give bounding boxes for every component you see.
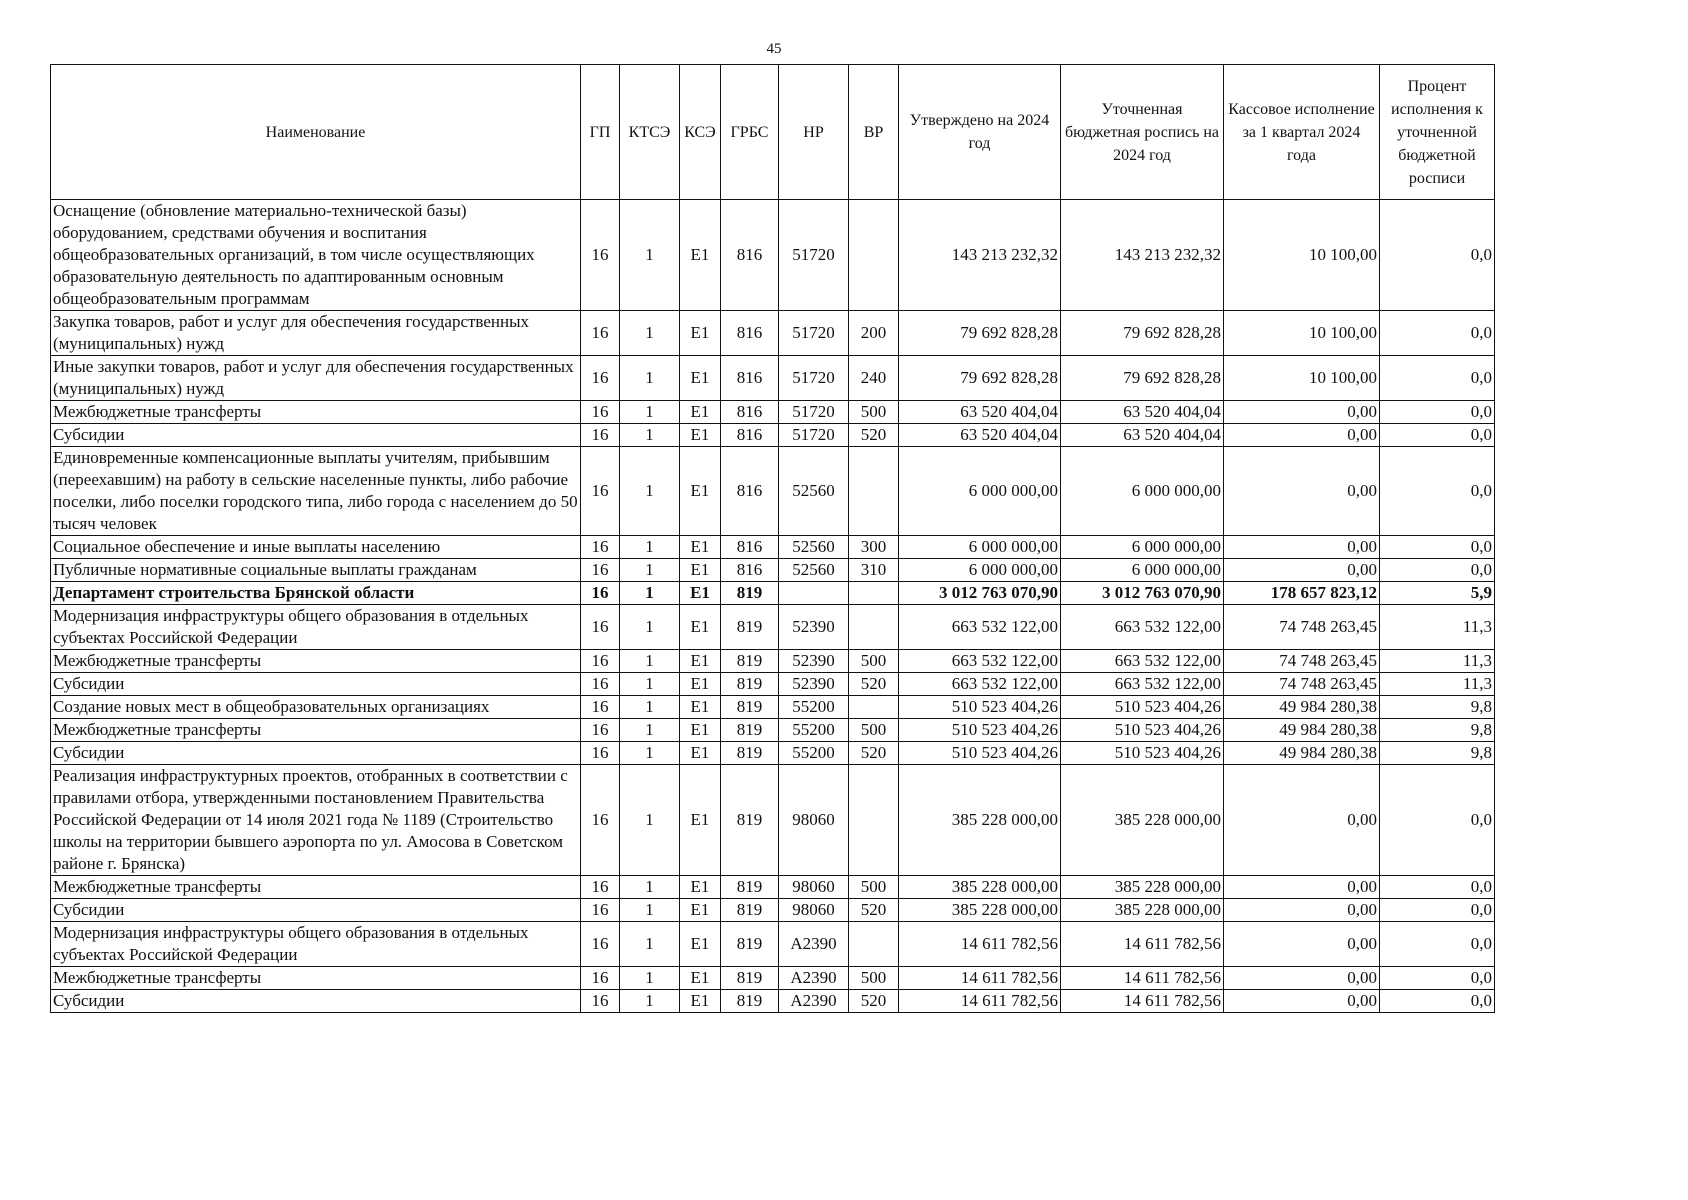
table-row <box>51 200 1495 311</box>
cell-cash: 74 748 263,45 <box>1224 605 1380 650</box>
cell-vr <box>849 922 899 967</box>
cell-percent: 0,0 <box>1380 311 1495 356</box>
cell-cash: 0,00 <box>1224 967 1380 990</box>
cell-vr: 200 <box>849 311 899 356</box>
cell-grbs: 816 <box>721 200 779 311</box>
cell-kse: Е1 <box>680 922 721 967</box>
cell-name: Иные закупки товаров, работ и услуг для обеспечения государственных (муниципальных) нужд <box>51 356 581 401</box>
cell-nr: 55200 <box>779 696 849 719</box>
cell-revised: 63 520 404,04 <box>1061 424 1224 447</box>
cell-gp: 16 <box>581 719 620 742</box>
header-approved: Утверждено на 2024 год <box>899 65 1061 200</box>
cell-kse: Е1 <box>680 311 721 356</box>
cell-percent: 0,0 <box>1380 401 1495 424</box>
cell-revised: 6 000 000,00 <box>1061 559 1224 582</box>
cell-nr: А2390 <box>779 922 849 967</box>
cell-cash: 0,00 <box>1224 424 1380 447</box>
cell-grbs: 819 <box>721 922 779 967</box>
cell-cash: 74 748 263,45 <box>1224 673 1380 696</box>
cell-cash: 0,00 <box>1224 899 1380 922</box>
cell-approved: 63 520 404,04 <box>899 401 1061 424</box>
cell-name: Оснащение (обновление материально-технической базы) оборудованием, средствами обучения и воспитания общеобразовательных организаций, в том числе осуществляющих образовательную деятельность по адаптированным основным общеобразовательным программам <box>51 200 581 311</box>
cell-vr: 500 <box>849 876 899 899</box>
cell-gp: 16 <box>581 401 620 424</box>
cell-vr: 500 <box>849 719 899 742</box>
cell-revised: 14 611 782,56 <box>1061 990 1224 1013</box>
cell-kse: Е1 <box>680 424 721 447</box>
cell-approved: 63 520 404,04 <box>899 424 1061 447</box>
cell-revised: 510 523 404,26 <box>1061 742 1224 765</box>
cell-nr: 51720 <box>779 356 849 401</box>
cell-revised: 143 213 232,32 <box>1061 200 1224 311</box>
cell-cash: 10 100,00 <box>1224 200 1380 311</box>
cell-percent: 9,8 <box>1380 696 1495 719</box>
cell-nr: 52390 <box>779 650 849 673</box>
cell-approved: 3 012 763 070,90 <box>899 582 1061 605</box>
cell-gp: 16 <box>581 967 620 990</box>
cell-revised: 63 520 404,04 <box>1061 401 1224 424</box>
table-row <box>51 447 1495 536</box>
cell-ktse: 1 <box>620 424 680 447</box>
cell-cash: 0,00 <box>1224 536 1380 559</box>
cell-vr <box>849 765 899 876</box>
cell-gp: 16 <box>581 899 620 922</box>
cell-approved: 6 000 000,00 <box>899 447 1061 536</box>
cell-grbs: 816 <box>721 536 779 559</box>
cell-kse: Е1 <box>680 967 721 990</box>
cell-gp: 16 <box>581 311 620 356</box>
cell-nr: 51720 <box>779 401 849 424</box>
table-row <box>51 876 1495 899</box>
cell-kse: Е1 <box>680 447 721 536</box>
cell-grbs: 816 <box>721 401 779 424</box>
cell-revised: 510 523 404,26 <box>1061 719 1224 742</box>
cell-revised: 3 012 763 070,90 <box>1061 582 1224 605</box>
cell-vr: 500 <box>849 401 899 424</box>
cell-name: Создание новых мест в общеобразовательных организациях <box>51 696 581 719</box>
cell-ktse: 1 <box>620 356 680 401</box>
header-percent: Процент исполнения к уточненной бюджетной росписи <box>1380 65 1495 200</box>
cell-vr: 240 <box>849 356 899 401</box>
cell-name: Межбюджетные трансферты <box>51 719 581 742</box>
cell-ktse: 1 <box>620 967 680 990</box>
cell-ktse: 1 <box>620 582 680 605</box>
cell-kse: Е1 <box>680 200 721 311</box>
cell-grbs: 816 <box>721 311 779 356</box>
cell-name: Субсидии <box>51 424 581 447</box>
cell-vr <box>849 582 899 605</box>
cell-cash: 0,00 <box>1224 559 1380 582</box>
cell-grbs: 819 <box>721 899 779 922</box>
cell-revised: 663 532 122,00 <box>1061 673 1224 696</box>
cell-name: Публичные нормативные социальные выплаты гражданам <box>51 559 581 582</box>
cell-nr: 52390 <box>779 605 849 650</box>
cell-vr: 520 <box>849 899 899 922</box>
cell-gp: 16 <box>581 356 620 401</box>
cell-nr: А2390 <box>779 967 849 990</box>
cell-cash: 0,00 <box>1224 765 1380 876</box>
cell-cash: 178 657 823,12 <box>1224 582 1380 605</box>
cell-nr <box>779 582 849 605</box>
cell-approved: 663 532 122,00 <box>899 650 1061 673</box>
table-row <box>51 311 1495 356</box>
table-row <box>51 719 1495 742</box>
cell-vr: 500 <box>849 650 899 673</box>
cell-kse: Е1 <box>680 990 721 1013</box>
cell-nr: 52560 <box>779 447 849 536</box>
cell-revised: 14 611 782,56 <box>1061 967 1224 990</box>
page-number: 45 <box>766 41 782 57</box>
cell-kse: Е1 <box>680 696 721 719</box>
cell-grbs: 819 <box>721 673 779 696</box>
cell-nr: 52560 <box>779 536 849 559</box>
cell-vr: 520 <box>849 990 899 1013</box>
cell-approved: 385 228 000,00 <box>899 765 1061 876</box>
cell-name: Субсидии <box>51 990 581 1013</box>
header-kse: КСЭ <box>680 65 721 200</box>
cell-name: Межбюджетные трансферты <box>51 876 581 899</box>
cell-approved: 14 611 782,56 <box>899 990 1061 1013</box>
table-header-row <box>51 65 1495 200</box>
cell-vr: 300 <box>849 536 899 559</box>
header-vr: ВР <box>849 65 899 200</box>
cell-percent: 0,0 <box>1380 967 1495 990</box>
cell-revised: 385 228 000,00 <box>1061 876 1224 899</box>
cell-ktse: 1 <box>620 311 680 356</box>
cell-gp: 16 <box>581 582 620 605</box>
cell-approved: 79 692 828,28 <box>899 311 1061 356</box>
cell-kse: Е1 <box>680 356 721 401</box>
table-row <box>51 536 1495 559</box>
table-row <box>51 424 1495 447</box>
cell-name: Межбюджетные трансферты <box>51 967 581 990</box>
cell-percent: 11,3 <box>1380 650 1495 673</box>
budget-table <box>50 64 1495 1013</box>
cell-nr: 55200 <box>779 719 849 742</box>
cell-approved: 14 611 782,56 <box>899 922 1061 967</box>
table-row <box>51 650 1495 673</box>
table-row <box>51 356 1495 401</box>
cell-ktse: 1 <box>620 447 680 536</box>
cell-vr <box>849 447 899 536</box>
cell-approved: 14 611 782,56 <box>899 967 1061 990</box>
cell-kse: Е1 <box>680 719 721 742</box>
cell-name: Межбюджетные трансферты <box>51 401 581 424</box>
cell-ktse: 1 <box>620 559 680 582</box>
cell-revised: 79 692 828,28 <box>1061 311 1224 356</box>
cell-kse: Е1 <box>680 559 721 582</box>
cell-ktse: 1 <box>620 650 680 673</box>
table-row <box>51 605 1495 650</box>
cell-cash: 0,00 <box>1224 922 1380 967</box>
cell-nr: 52390 <box>779 673 849 696</box>
cell-vr <box>849 605 899 650</box>
cell-percent: 0,0 <box>1380 559 1495 582</box>
cell-percent: 0,0 <box>1380 424 1495 447</box>
cell-cash: 0,00 <box>1224 447 1380 536</box>
cell-name: Модернизация инфраструктуры общего образования в отдельных субъектах Российской Федерации <box>51 605 581 650</box>
cell-gp: 16 <box>581 447 620 536</box>
cell-vr: 500 <box>849 967 899 990</box>
cell-name: Социальное обеспечение и иные выплаты населению <box>51 536 581 559</box>
cell-nr: 52560 <box>779 559 849 582</box>
cell-nr: 98060 <box>779 899 849 922</box>
cell-percent: 0,0 <box>1380 990 1495 1013</box>
cell-gp: 16 <box>581 922 620 967</box>
cell-vr: 520 <box>849 673 899 696</box>
table-row <box>51 582 1495 605</box>
cell-gp: 16 <box>581 605 620 650</box>
cell-approved: 510 523 404,26 <box>899 719 1061 742</box>
cell-name: Субсидии <box>51 673 581 696</box>
cell-percent: 0,0 <box>1380 876 1495 899</box>
cell-approved: 385 228 000,00 <box>899 876 1061 899</box>
cell-ktse: 1 <box>620 605 680 650</box>
cell-ktse: 1 <box>620 673 680 696</box>
cell-approved: 79 692 828,28 <box>899 356 1061 401</box>
cell-grbs: 816 <box>721 356 779 401</box>
table-row <box>51 696 1495 719</box>
cell-gp: 16 <box>581 536 620 559</box>
cell-nr: А2390 <box>779 990 849 1013</box>
cell-gp: 16 <box>581 200 620 311</box>
header-gp: ГП <box>581 65 620 200</box>
cell-revised: 6 000 000,00 <box>1061 536 1224 559</box>
cell-grbs: 819 <box>721 990 779 1013</box>
cell-nr: 51720 <box>779 424 849 447</box>
cell-vr: 310 <box>849 559 899 582</box>
table-row <box>51 673 1495 696</box>
cell-kse: Е1 <box>680 765 721 876</box>
cell-cash: 49 984 280,38 <box>1224 719 1380 742</box>
cell-percent: 9,8 <box>1380 742 1495 765</box>
cell-ktse: 1 <box>620 536 680 559</box>
cell-grbs: 819 <box>721 605 779 650</box>
cell-kse: Е1 <box>680 650 721 673</box>
cell-gp: 16 <box>581 876 620 899</box>
cell-percent: 0,0 <box>1380 922 1495 967</box>
cell-kse: Е1 <box>680 899 721 922</box>
cell-kse: Е1 <box>680 876 721 899</box>
cell-name: Департамент строительства Брянской области <box>51 582 581 605</box>
cell-name: Единовременные компенсационные выплаты учителям, прибывшим (переехавшим) на работу в сельские населенные пункты, либо рабочие поселки, либо поселки городского типа, либо города с населением до 50 тысяч человек <box>51 447 581 536</box>
cell-cash: 0,00 <box>1224 401 1380 424</box>
cell-gp: 16 <box>581 765 620 876</box>
cell-nr: 55200 <box>779 742 849 765</box>
cell-grbs: 819 <box>721 876 779 899</box>
cell-percent: 0,0 <box>1380 356 1495 401</box>
cell-percent: 5,9 <box>1380 582 1495 605</box>
cell-approved: 143 213 232,32 <box>899 200 1061 311</box>
cell-percent: 11,3 <box>1380 605 1495 650</box>
cell-percent: 0,0 <box>1380 536 1495 559</box>
cell-nr: 98060 <box>779 876 849 899</box>
cell-ktse: 1 <box>620 200 680 311</box>
cell-nr: 51720 <box>779 311 849 356</box>
cell-ktse: 1 <box>620 765 680 876</box>
cell-gp: 16 <box>581 559 620 582</box>
cell-grbs: 819 <box>721 582 779 605</box>
table-row <box>51 899 1495 922</box>
cell-revised: 663 532 122,00 <box>1061 605 1224 650</box>
table-row <box>51 922 1495 967</box>
cell-ktse: 1 <box>620 899 680 922</box>
cell-name: Субсидии <box>51 899 581 922</box>
cell-grbs: 819 <box>721 696 779 719</box>
cell-grbs: 819 <box>721 650 779 673</box>
cell-ktse: 1 <box>620 719 680 742</box>
table-row <box>51 742 1495 765</box>
cell-kse: Е1 <box>680 742 721 765</box>
cell-percent: 11,3 <box>1380 673 1495 696</box>
cell-kse: Е1 <box>680 582 721 605</box>
cell-percent: 0,0 <box>1380 200 1495 311</box>
cell-grbs: 819 <box>721 742 779 765</box>
cell-revised: 79 692 828,28 <box>1061 356 1224 401</box>
header-ktse: КТСЭ <box>620 65 680 200</box>
cell-revised: 663 532 122,00 <box>1061 650 1224 673</box>
cell-revised: 385 228 000,00 <box>1061 765 1224 876</box>
cell-revised: 510 523 404,26 <box>1061 696 1224 719</box>
cell-grbs: 819 <box>721 967 779 990</box>
cell-grbs: 816 <box>721 424 779 447</box>
cell-cash: 10 100,00 <box>1224 356 1380 401</box>
table-row <box>51 990 1495 1013</box>
cell-gp: 16 <box>581 424 620 447</box>
cell-approved: 385 228 000,00 <box>899 899 1061 922</box>
cell-vr: 520 <box>849 742 899 765</box>
cell-ktse: 1 <box>620 742 680 765</box>
cell-cash: 49 984 280,38 <box>1224 696 1380 719</box>
cell-cash: 74 748 263,45 <box>1224 650 1380 673</box>
cell-grbs: 819 <box>721 719 779 742</box>
cell-ktse: 1 <box>620 990 680 1013</box>
cell-grbs: 816 <box>721 447 779 536</box>
table-row <box>51 401 1495 424</box>
cell-kse: Е1 <box>680 673 721 696</box>
cell-vr <box>849 696 899 719</box>
cell-percent: 0,0 <box>1380 765 1495 876</box>
cell-name: Реализация инфраструктурных проектов, отобранных в соответствии с правилами отбора, утвержденными постановлением Правительства Российской Федерации от 14 июля 2021 года № 1189 (Строительство школы на территории бывшего аэропорта по ул. Амосова в Советском районе г. Брянска) <box>51 765 581 876</box>
cell-percent: 0,0 <box>1380 447 1495 536</box>
header-name: Наименование <box>51 65 581 200</box>
cell-approved: 663 532 122,00 <box>899 605 1061 650</box>
cell-approved: 510 523 404,26 <box>899 696 1061 719</box>
header-nr: НР <box>779 65 849 200</box>
cell-revised: 6 000 000,00 <box>1061 447 1224 536</box>
cell-kse: Е1 <box>680 401 721 424</box>
cell-grbs: 819 <box>721 765 779 876</box>
table-body <box>51 200 1495 1013</box>
cell-revised: 14 611 782,56 <box>1061 922 1224 967</box>
cell-kse: Е1 <box>680 605 721 650</box>
cell-ktse: 1 <box>620 401 680 424</box>
table-row <box>51 765 1495 876</box>
table-row <box>51 967 1495 990</box>
cell-name: Модернизация инфраструктуры общего образования в отдельных субъектах Российской Федерации <box>51 922 581 967</box>
cell-percent: 9,8 <box>1380 719 1495 742</box>
cell-kse: Е1 <box>680 536 721 559</box>
cell-gp: 16 <box>581 650 620 673</box>
header-revised: Уточненная бюджетная роспись на 2024 год <box>1061 65 1224 200</box>
cell-gp: 16 <box>581 742 620 765</box>
cell-vr <box>849 200 899 311</box>
cell-name: Межбюджетные трансферты <box>51 650 581 673</box>
cell-percent: 0,0 <box>1380 899 1495 922</box>
cell-approved: 6 000 000,00 <box>899 559 1061 582</box>
cell-cash: 0,00 <box>1224 876 1380 899</box>
cell-ktse: 1 <box>620 922 680 967</box>
header-cash: Кассовое исполнение за 1 квартал 2024 года <box>1224 65 1380 200</box>
cell-cash: 10 100,00 <box>1224 311 1380 356</box>
cell-revised: 385 228 000,00 <box>1061 899 1224 922</box>
cell-ktse: 1 <box>620 876 680 899</box>
cell-gp: 16 <box>581 990 620 1013</box>
cell-cash: 0,00 <box>1224 990 1380 1013</box>
cell-approved: 6 000 000,00 <box>899 536 1061 559</box>
cell-cash: 49 984 280,38 <box>1224 742 1380 765</box>
cell-nr: 51720 <box>779 200 849 311</box>
cell-name: Закупка товаров, работ и услуг для обеспечения государственных (муниципальных) нужд <box>51 311 581 356</box>
cell-grbs: 816 <box>721 559 779 582</box>
table-row <box>51 559 1495 582</box>
cell-gp: 16 <box>581 696 620 719</box>
cell-approved: 510 523 404,26 <box>899 742 1061 765</box>
cell-approved: 663 532 122,00 <box>899 673 1061 696</box>
cell-vr: 520 <box>849 424 899 447</box>
cell-ktse: 1 <box>620 696 680 719</box>
cell-name: Субсидии <box>51 742 581 765</box>
header-grbs: ГРБС <box>721 65 779 200</box>
cell-gp: 16 <box>581 673 620 696</box>
cell-nr: 98060 <box>779 765 849 876</box>
